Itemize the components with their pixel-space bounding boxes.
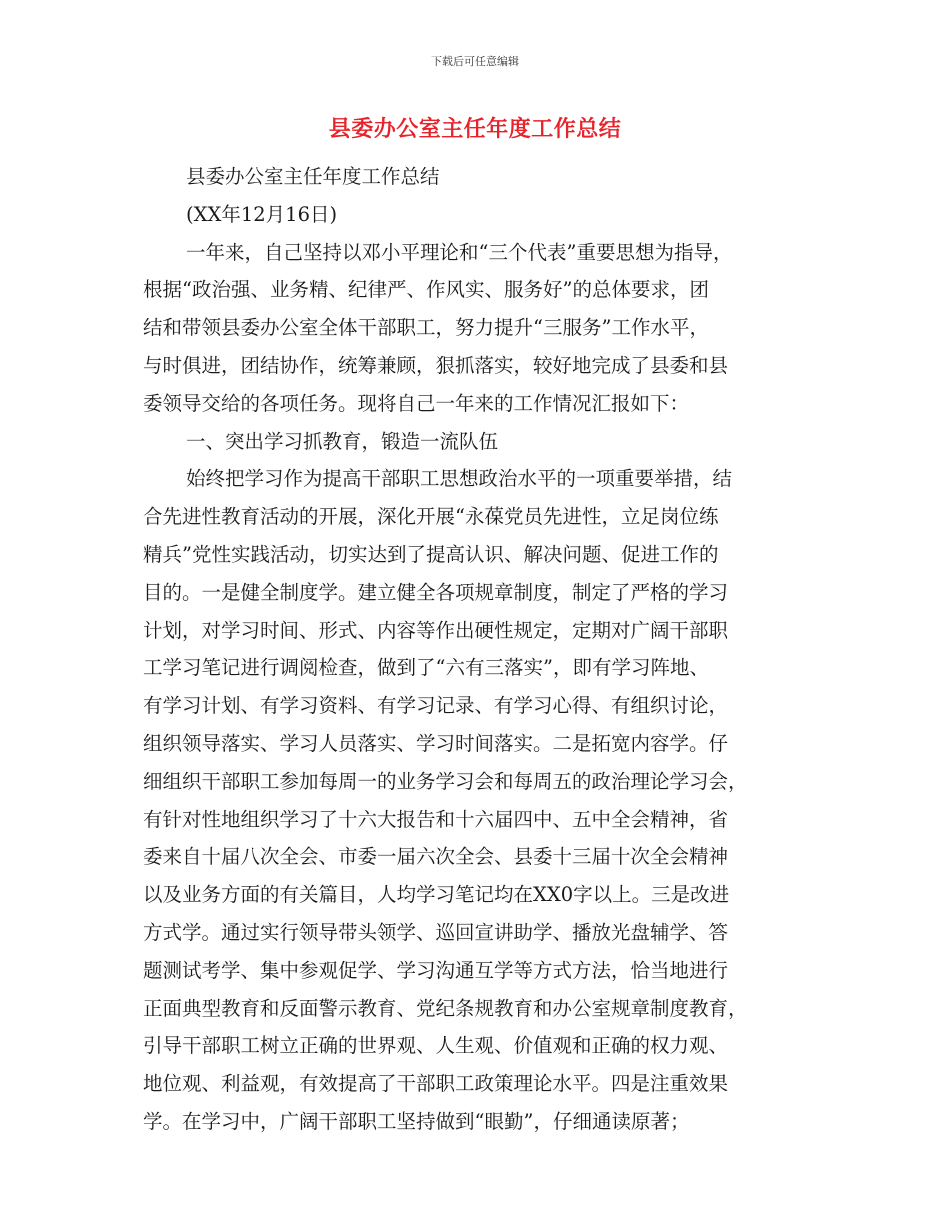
body-line: 与时俱进，团结协作，统筹兼顾，狠抓落实，较好地完成了县委和县 (143, 353, 729, 377)
body-line: 精兵”党性实践活动，切实达到了提高认识、解决问题、促进工作的 (143, 542, 719, 566)
section-heading: 一、突出学习抓教育，锻造一流队伍 (186, 429, 499, 453)
body-line: 以及业务方面的有关篇目，人均学习笔记均在XX0字以上。三是改进 (143, 883, 730, 907)
body-line: 细组织干部职工参加每周一的业务学习会和每周五的政治理论学习会， (143, 769, 748, 793)
document-title: 县委办公室主任年度工作总结 (328, 116, 622, 142)
body-line: 组织领导落实、学习人员落实、学习时间落实。二是拓宽内容学。仔 (143, 731, 729, 755)
body-line: 委来自十届八次全会、市委一届六次全会、县委十三届十次全会精神 (143, 845, 729, 869)
body-line: 工学习笔记进行调阅检查，做到了“六有三落实”，即有学习阵地、 (143, 656, 709, 680)
body-line: (XX年12月16日) (186, 202, 338, 226)
body-line: 题测试考学、集中参观促学、学习沟通互学等方式方法，恰当地进行 (143, 958, 729, 982)
body-line: 县委办公室主任年度工作总结 (186, 165, 440, 188)
body-line: 始终把学习作为提高干部职工思想政治水平的一项重要举措，结 (186, 467, 733, 491)
body-line: 计划，对学习时间、形式、内容等作出硬性规定，定期对广阔干部职 (143, 618, 729, 642)
body-line: 正面典型教育和反面警示教育、党纪条规教育和办公室规章制度教育， (143, 996, 748, 1020)
document-body (143, 158, 808, 1141)
body-line: 学。在学习中，广阔干部职工坚持做到“眼勤”，仔细通读原著； (143, 1109, 690, 1133)
body-line: 有学习计划、有学习资料、有学习记录、有学习心得、有组织讨论， (143, 694, 729, 718)
body-line: 目的。一是健全制度学。建立健全各项规章制度，制定了严格的学习 (143, 580, 729, 604)
body-line: 根据“政治强、业务精、纪律严、作风实、服务好”的总体要求，团 (143, 278, 709, 302)
body-line: 结和带领县委办公室全体干部职工，努力提升“三服务”工作水平， (143, 316, 709, 340)
body-line: 地位观、利益观，有效提高了干部职工政策理论水平。四是注重效果 (143, 1072, 729, 1096)
body-line: 方式学。通过实行领导带头领学、巡回宣讲助学、播放光盘辅学、答 (143, 920, 729, 944)
body-line: 有针对性地组织学习了十六大报告和十六届四中、五中全会精神，省 (143, 807, 729, 831)
header-note: 下载后可任意编辑 (431, 55, 519, 68)
body-line: 一年来，自己坚持以邓小平理论和“三个代表”重要思想为指导， (186, 240, 733, 264)
body-line: 合先进性教育活动的开展，深化开展“永葆党员先进性，立足岗位练 (143, 505, 719, 529)
body-line: 委领导交给的各项任务。现将自己一年来的工作情况汇报如下： (143, 391, 690, 415)
body-line: 引导干部职工树立正确的世界观、人生观、价值观和正确的权力观、 (143, 1034, 729, 1058)
